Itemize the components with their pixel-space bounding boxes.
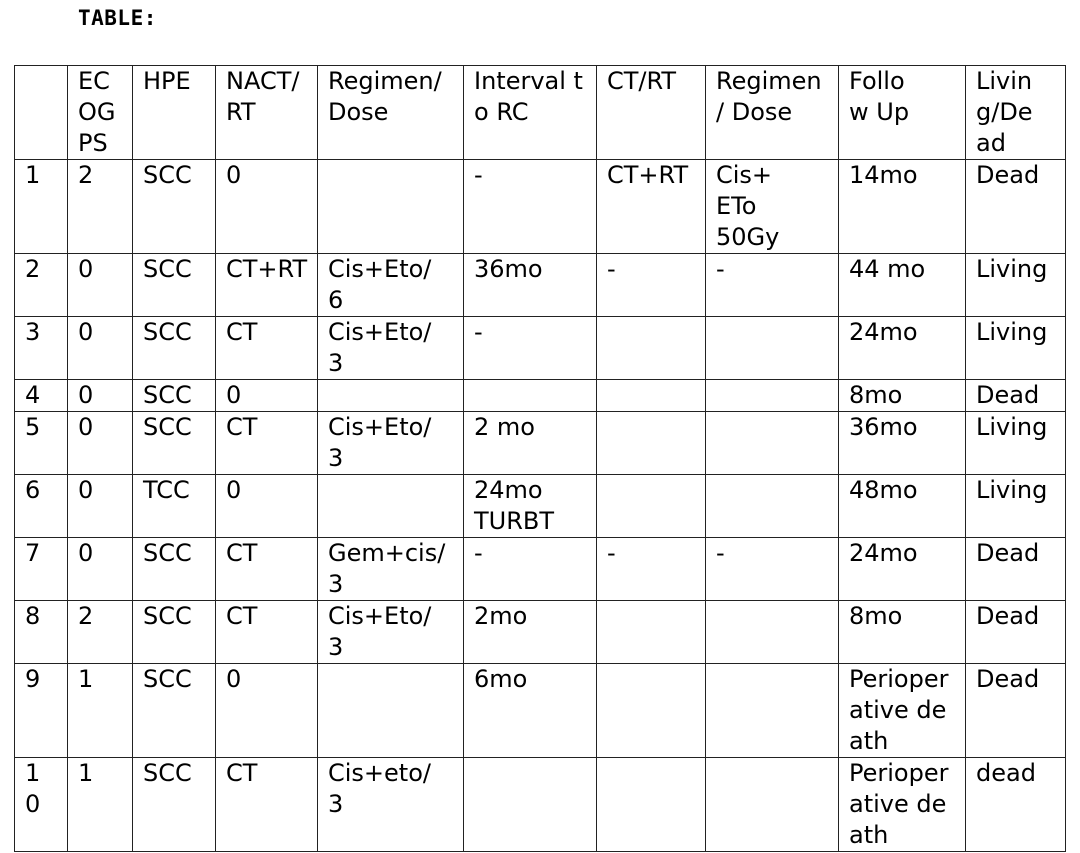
table-cell (318, 160, 464, 254)
table-cell: 8 (15, 601, 68, 664)
table-cell: 24mo (839, 317, 966, 380)
header-cell: Follow Up (839, 66, 966, 160)
table-cell (597, 664, 706, 758)
table-cell: - (464, 317, 597, 380)
table-cell: Cis+eto/3 (318, 758, 464, 852)
table-cell: - (464, 538, 597, 601)
table-cell: 10 (15, 758, 68, 852)
table-cell: Gem+cis/3 (318, 538, 464, 601)
table-row (15, 664, 1066, 758)
table-caption: TABLE: (78, 6, 157, 30)
table-cell: SCC (133, 412, 216, 475)
table-cell (318, 475, 464, 538)
table-cell: 6mo (464, 664, 597, 758)
table-cell (597, 317, 706, 380)
table-cell: 2 mo (464, 412, 597, 475)
header-cell: Living/Dead (966, 66, 1066, 160)
table-cell: SCC (133, 380, 216, 412)
table-cell: CT (216, 538, 318, 601)
table-cell: 1 (15, 160, 68, 254)
table-cell (597, 412, 706, 475)
table-cell: 2 (68, 601, 133, 664)
table-cell: 0 (216, 475, 318, 538)
table-cell: - (464, 160, 597, 254)
table-cell: 0 (68, 254, 133, 317)
table-cell: CT (216, 412, 318, 475)
header-cell: Interval to RC (464, 66, 597, 160)
table-cell: Dead (966, 601, 1066, 664)
table-row (15, 601, 1066, 664)
table-cell: 2mo (464, 601, 597, 664)
table-cell: 2 (68, 160, 133, 254)
table-cell: 0 (68, 475, 133, 538)
table-row (15, 317, 1066, 380)
table-cell (318, 664, 464, 758)
table-cell: - (706, 254, 839, 317)
table-cell (597, 601, 706, 664)
table-cell: SCC (133, 160, 216, 254)
table-cell: 3 (15, 317, 68, 380)
table-cell: 4 (15, 380, 68, 412)
table-cell: 0 (68, 538, 133, 601)
table-cell: CT+RT (216, 254, 318, 317)
table-cell: 36mo (839, 412, 966, 475)
table-cell: Dead (966, 538, 1066, 601)
header-cell: Regimen/Dose (318, 66, 464, 160)
table-cell: Cis+ ETo 50Gy (706, 160, 839, 254)
table-cell (464, 380, 597, 412)
table-cell: 0 (68, 412, 133, 475)
table-cell: Cis+Eto/3 (318, 317, 464, 380)
table-row (15, 758, 1066, 852)
table-cell: Perioperative death (839, 664, 966, 758)
table-cell: Dead (966, 380, 1066, 412)
table-cell: Dead (966, 664, 1066, 758)
table-cell: Living (966, 412, 1066, 475)
table-cell: - (706, 538, 839, 601)
table-cell: 1 (68, 758, 133, 852)
table-cell: SCC (133, 664, 216, 758)
table-cell: - (597, 254, 706, 317)
table-cell: TCC (133, 475, 216, 538)
patient-table (14, 65, 1066, 852)
table-cell: dead (966, 758, 1066, 852)
table-cell: Cis+Eto/3 (318, 412, 464, 475)
table-cell: CT (216, 317, 318, 380)
table-cell (706, 380, 839, 412)
table-row (15, 538, 1066, 601)
table-cell (597, 475, 706, 538)
table-cell: SCC (133, 254, 216, 317)
table-cell: CT (216, 601, 318, 664)
table-cell: Living (966, 317, 1066, 380)
table-cell: Dead (966, 160, 1066, 254)
table-row (15, 475, 1066, 538)
table-cell: 48mo (839, 475, 966, 538)
table-cell (706, 475, 839, 538)
table-cell: 8mo (839, 380, 966, 412)
table-cell: 24mo (839, 538, 966, 601)
table-cell (706, 317, 839, 380)
table-cell: Cis+Eto/6 (318, 254, 464, 317)
table-cell: 5 (15, 412, 68, 475)
table-cell: Cis+Eto/3 (318, 601, 464, 664)
table-cell: 0 (216, 160, 318, 254)
table-cell: 7 (15, 538, 68, 601)
header-cell (15, 66, 68, 160)
table-cell (706, 601, 839, 664)
table-row (15, 254, 1066, 317)
table-cell: 0 (68, 317, 133, 380)
table-row (15, 412, 1066, 475)
table-cell: 8mo (839, 601, 966, 664)
table-cell: SCC (133, 758, 216, 852)
header-cell: ECOGPS (68, 66, 133, 160)
table-cell: CT+RT (597, 160, 706, 254)
table-cell: SCC (133, 317, 216, 380)
table-cell: 44 mo (839, 254, 966, 317)
table-cell (706, 412, 839, 475)
header-cell: HPE (133, 66, 216, 160)
table-cell: SCC (133, 601, 216, 664)
table-cell: Living (966, 254, 1066, 317)
table-cell (706, 758, 839, 852)
table-cell: Living (966, 475, 1066, 538)
header-cell: NACT/RT (216, 66, 318, 160)
table-cell (597, 758, 706, 852)
table-cell: 36mo (464, 254, 597, 317)
table-cell: 0 (68, 380, 133, 412)
table-cell: SCC (133, 538, 216, 601)
table-cell: 2 (15, 254, 68, 317)
table-cell: 1 (68, 664, 133, 758)
table-cell: CT (216, 758, 318, 852)
table-cell: Perioperative death (839, 758, 966, 852)
header-cell: CT/RT (597, 66, 706, 160)
table-cell (597, 380, 706, 412)
header-cell: Regimen / Dose (706, 66, 839, 160)
table-cell: 0 (216, 380, 318, 412)
header-row (15, 66, 1066, 160)
table-cell (464, 758, 597, 852)
table-cell: 24mo TURBT (464, 475, 597, 538)
table-row (15, 380, 1066, 412)
table-cell: 9 (15, 664, 68, 758)
table-cell (706, 664, 839, 758)
table-cell: - (597, 538, 706, 601)
table-row (15, 160, 1066, 254)
table-cell: 6 (15, 475, 68, 538)
table-cell: 14mo (839, 160, 966, 254)
table-cell (318, 380, 464, 412)
table-cell: 0 (216, 664, 318, 758)
